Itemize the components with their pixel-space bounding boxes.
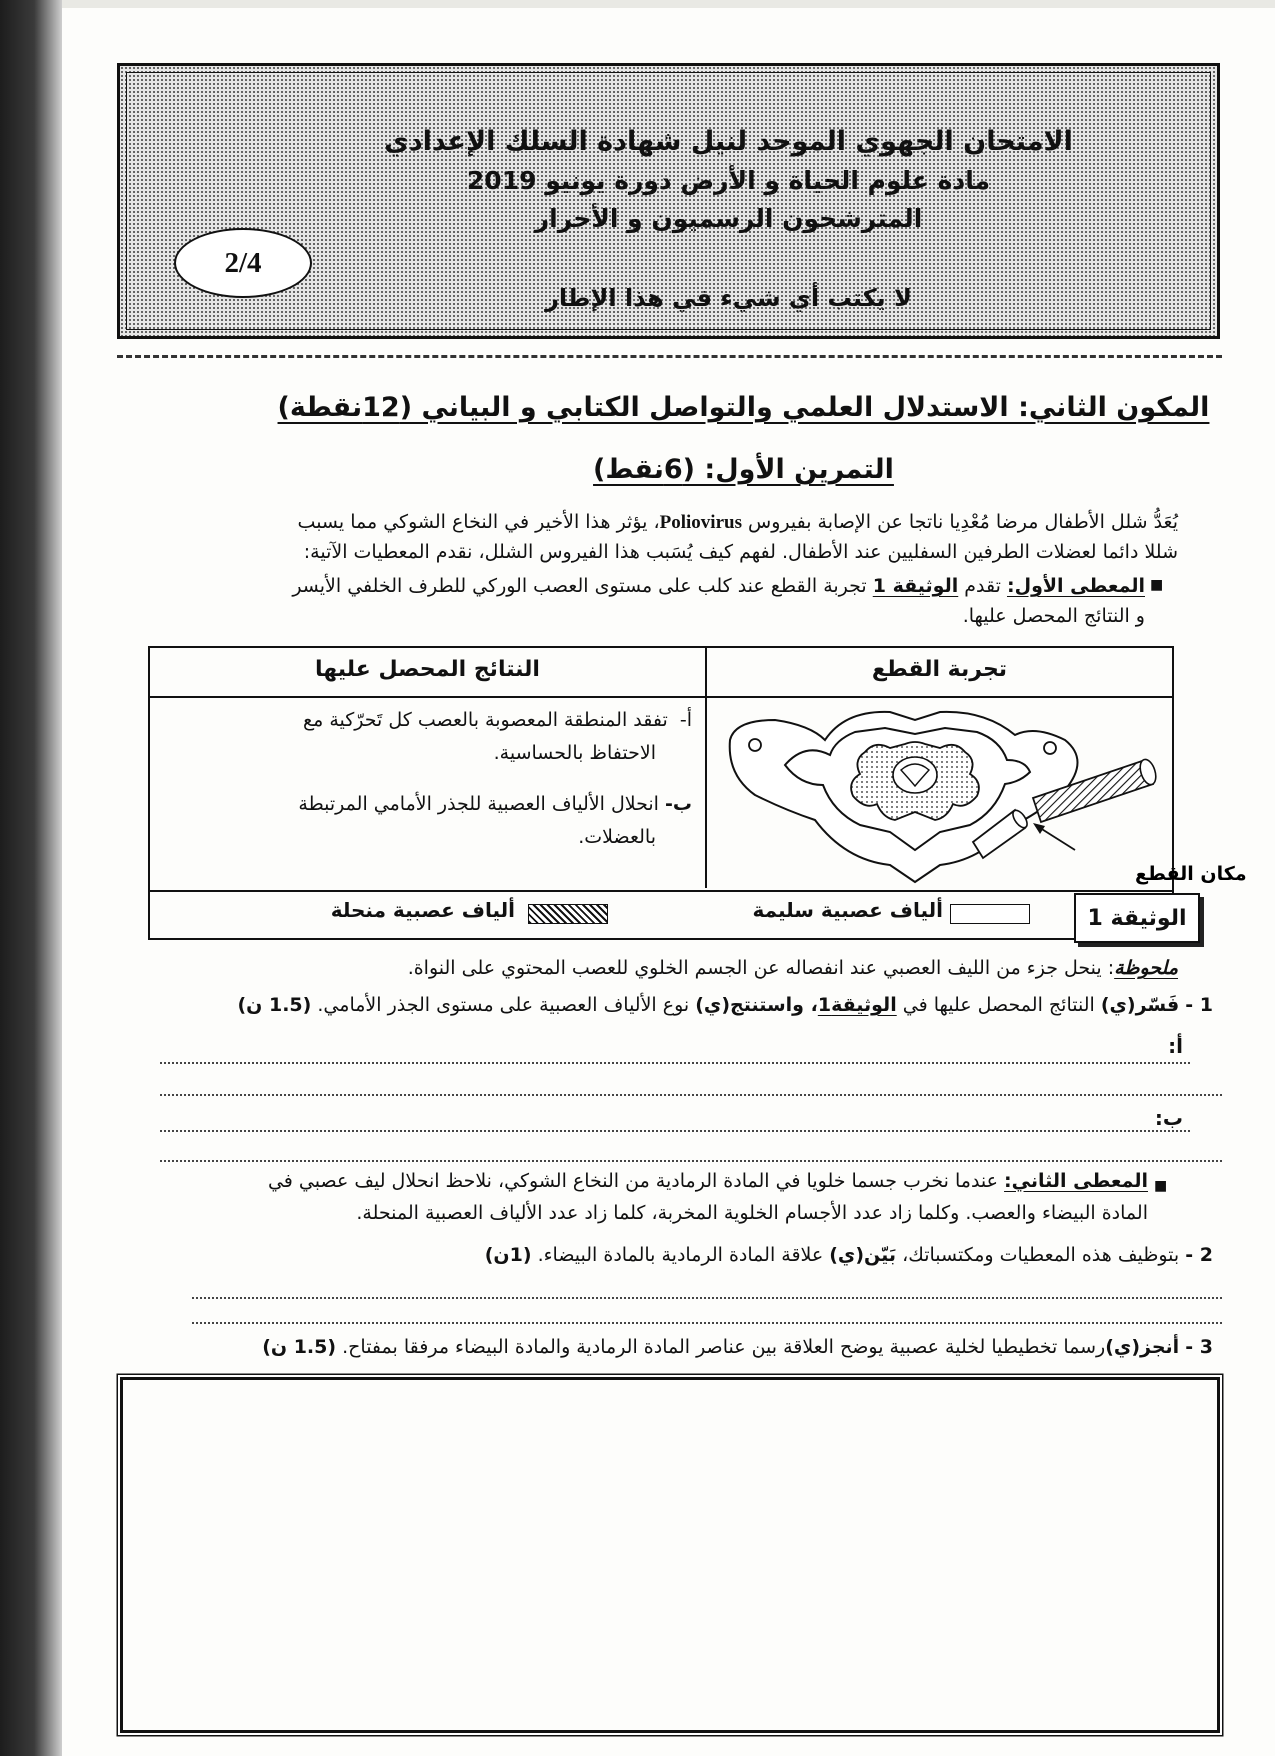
subject-session: مادة علوم الحياة و الأرض دورة يونيو 2019: [466, 166, 991, 195]
intro-line-2: شللا دائما لعضلات الطرفين السفليين عند الأطفال. لفهم كيف يُسَبب هذا الفيروس الشلل، نقدم المعطيات الآتية:: [303, 541, 1178, 563]
exam-header: [117, 63, 1220, 339]
q1-doc-ref: الوثيقة1: [817, 994, 897, 1016]
question-3: [123, 1336, 1213, 1358]
intro-part1: يُعَدُّ شلل الأطفال مرضا مُعْدِيا ناتجا عن الإصابة بفيروس: [748, 511, 1178, 533]
answer-b-line-2[interactable]: [160, 1160, 1222, 1162]
answer-b-label: ب:: [1154, 1106, 1183, 1130]
data1-doc-ref: الوثيقة 1: [872, 575, 959, 597]
section-title: [62, 392, 1275, 423]
page-number: 2/4: [174, 228, 312, 298]
cut-line-divider: [117, 355, 1222, 358]
note-line: [138, 957, 1178, 979]
result-b: [212, 788, 692, 854]
legend-degenerated: ألياف عصبية منحلة: [330, 898, 515, 922]
exam-title: الامتحان الجهوي الموحد لنيل شهادة السلك الإعدادي: [384, 126, 1073, 157]
result-a: [212, 704, 692, 770]
answer-a-line-2[interactable]: [160, 1094, 1222, 1096]
legend-healthy: ألياف عصبية سليمة: [752, 898, 943, 922]
intro-part2: ، يؤثر هذا الأخير في النخاع الشوكي مما يسبب: [297, 511, 660, 533]
q2-verb: بَيّن(ي): [829, 1244, 897, 1266]
scan-shadow-edge: [0, 0, 62, 1756]
q2-text-b: علاقة المادة الرمادية بالمادة البيضاء.: [537, 1244, 824, 1266]
q1-text-a: النتائج المحصل عليها في: [902, 994, 1095, 1016]
answer-a-label: أ:: [1168, 1034, 1183, 1058]
q1-number: 1 -: [1185, 994, 1213, 1016]
candidates: المترشحون الرسميون و الأحرار: [534, 204, 923, 233]
document-1-label: الوثيقة 1: [1074, 893, 1200, 943]
bullet-icon: ■: [1154, 1178, 1168, 1194]
data1-line-1: [145, 571, 1145, 601]
data2-text-1: عندما نخرب جسما خلويا في المادة الرمادية من النخاع الشوكي، نلاحظ انحلال ليف عصبي في: [267, 1170, 998, 1192]
cut-arrow-head: [1033, 823, 1045, 834]
exercise-title-text: التمرين الأول: (6نقط): [593, 454, 894, 485]
q3-verb: أنجز(ي): [1105, 1336, 1180, 1358]
data2-line-1: [88, 1170, 1148, 1192]
question-2: [153, 1244, 1213, 1266]
drawing-answer-box[interactable]: [120, 1377, 1220, 1733]
q3-points: (1.5 ن): [262, 1336, 337, 1358]
q3-text: رسما تخطيطيا لخلية عصبية يوضح العلاقة بين عناصر المادة الرمادية والمادة البيضاء مرفقا بمفتاح.: [342, 1336, 1106, 1358]
result-b-marker: ب-: [665, 793, 692, 815]
document-1-table: [148, 646, 1247, 892]
table-column-divider: [705, 648, 707, 888]
answer-2-line-2[interactable]: [192, 1322, 1222, 1324]
bullet-icon: ■: [1150, 577, 1164, 593]
spinal-cord-cut-diagram: [715, 700, 1247, 886]
col-experiment-title: تجربة القطع: [871, 657, 1008, 682]
exam-page: [62, 0, 1275, 1756]
virus-name: Poliovirus: [659, 512, 742, 533]
q3-number: 3 -: [1185, 1336, 1213, 1358]
exercise-title: [62, 454, 1275, 485]
ganglion-left: [749, 739, 761, 751]
result-a-marker: أ-: [679, 709, 692, 731]
answer-a-line-1[interactable]: [160, 1062, 1190, 1064]
q2-number: 2 -: [1185, 1244, 1213, 1266]
q1-verb2: ، واستنتج(ي): [695, 994, 818, 1016]
question-1: [133, 994, 1213, 1016]
cut-location-label: مكان القطع: [1135, 863, 1247, 885]
data2-line-2: المادة البيضاء والعصب. وكلما زاد عدد الأجسام الخلوية المخربة، كلما زاد عدد الألياف العصبية المنحلة.: [356, 1202, 1148, 1224]
note-text: : ينحل جزء من الليف العصبي عند انفصاله عن الجسم الخلوي للعصب المحتوي على النواة.: [407, 957, 1115, 979]
intro-line-1: [133, 507, 1178, 538]
note-label: ملحوظة: [1114, 957, 1178, 979]
q1-verb1: فَسّر(ي): [1100, 994, 1180, 1016]
result-a-line1: تفقد المنطقة المعصوبة بالعصب كل تَحرّكية مع: [302, 709, 668, 731]
data1-text-b: تجربة القطع عند كلب على مستوى العصب الوركي للطرف الخلفي الأيسر: [292, 575, 867, 597]
q1-text-b: نوع الألياف العصبية على مستوى الجذر الأمامي.: [317, 994, 690, 1016]
legend-degenerated-swatch: [528, 904, 608, 924]
ganglion-right: [1044, 742, 1056, 754]
col-results-title: النتائج المحصل عليها: [315, 657, 540, 682]
answer-2-line-1[interactable]: [192, 1297, 1222, 1299]
answer-b-line-1[interactable]: [160, 1130, 1190, 1132]
q2-text-a: بتوظيف هذه المعطيات ومكتسباتك،: [902, 1244, 1180, 1266]
section-title-text: المكون الثاني: الاستدلال العلمي والتواصل الكتابي و البياني (12نقطة): [277, 392, 1210, 423]
result-a-line2: الاحتفاظ بالحساسية.: [493, 742, 656, 764]
data1-line-2: و النتائج المحصل عليها.: [962, 605, 1145, 627]
data1-text-a: تقدم: [964, 575, 1001, 597]
do-not-write-notice: لا يكتب أي شيء في هذا الإطار: [545, 284, 912, 312]
q2-points: (1ن): [484, 1244, 532, 1266]
data1-label: المعطى الأول:: [1006, 575, 1145, 597]
result-b-line2: بالعضلات.: [578, 826, 656, 848]
q1-points: (1.5 ن): [237, 994, 312, 1016]
data2-label: المعطى الثاني:: [1004, 1170, 1148, 1192]
legend-healthy-swatch: [950, 904, 1030, 924]
result-b-line1: انحلال الألياف العصبية للجذر الأمامي المرتبطة: [298, 793, 659, 815]
